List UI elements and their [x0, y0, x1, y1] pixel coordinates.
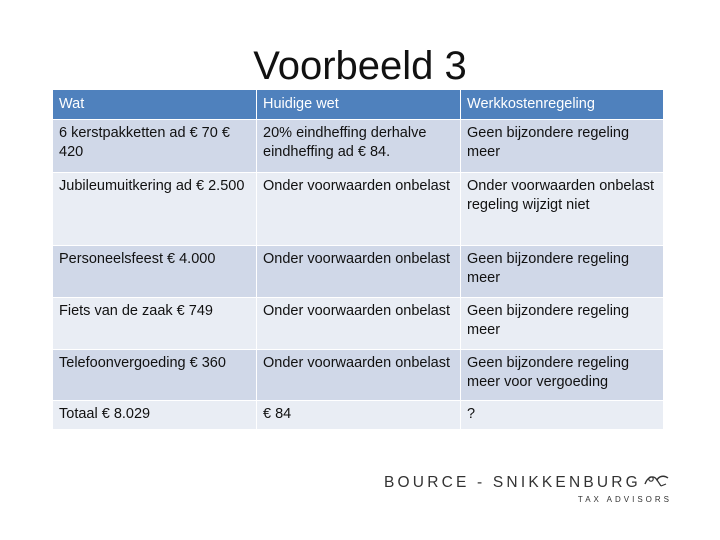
table-row [53, 173, 664, 246]
table-cell: Onder voorwaarden onbelast regeling wijzigt niet [461, 173, 664, 246]
table-cell: Onder voorwaarden onbelast [257, 298, 461, 350]
header-wat: Wat [53, 90, 257, 120]
table-cell: Telefoonvergoeding € 360 [53, 350, 257, 401]
table-cell: Onder voorwaarden onbelast [257, 246, 461, 298]
table-row [53, 350, 664, 401]
table-cell: Fiets van de zaak € 749 [53, 298, 257, 350]
table-row [53, 298, 664, 350]
table-row [53, 401, 664, 430]
table-cell: Totaal € 8.029 [53, 401, 257, 430]
comparison-table [52, 89, 664, 430]
table-row [53, 120, 664, 173]
table-cell: Geen bijzondere regeling meer [461, 298, 664, 350]
logo-name: BOURCE - SNIKKENBURG [384, 474, 641, 491]
header-werkkostenregeling: Werkkostenregeling [461, 90, 664, 120]
table-header-row [53, 90, 664, 120]
table-cell: Personeelsfeest € 4.000 [53, 246, 257, 298]
table-cell: 20% eindheffing derhalve eindheffing ad € 84. [257, 120, 461, 173]
slide-title: Voorbeeld 3 [253, 44, 467, 88]
company-logo [384, 474, 684, 514]
table-row [53, 246, 664, 298]
table-cell: Geen bijzondere regeling meer voor vergoeding [461, 350, 664, 401]
table-cell: ? [461, 401, 664, 430]
table-cell: Onder voorwaarden onbelast [257, 173, 461, 246]
header-huidige-wet: Huidige wet [257, 90, 461, 120]
table-cell: Geen bijzondere regeling meer [461, 246, 664, 298]
table-cell: € 84 [257, 401, 461, 430]
table-cell: 6 kerstpakketten ad € 70 € 420 [53, 120, 257, 173]
table-cell: Jubileumuitkering ad € 2.500 [53, 173, 257, 246]
table-cell: Geen bijzondere regeling meer [461, 120, 664, 173]
logo-tagline: TAX ADVISORS [577, 495, 672, 504]
table-cell: Onder voorwaarden onbelast [257, 350, 461, 401]
bird-mark-icon [642, 472, 672, 490]
